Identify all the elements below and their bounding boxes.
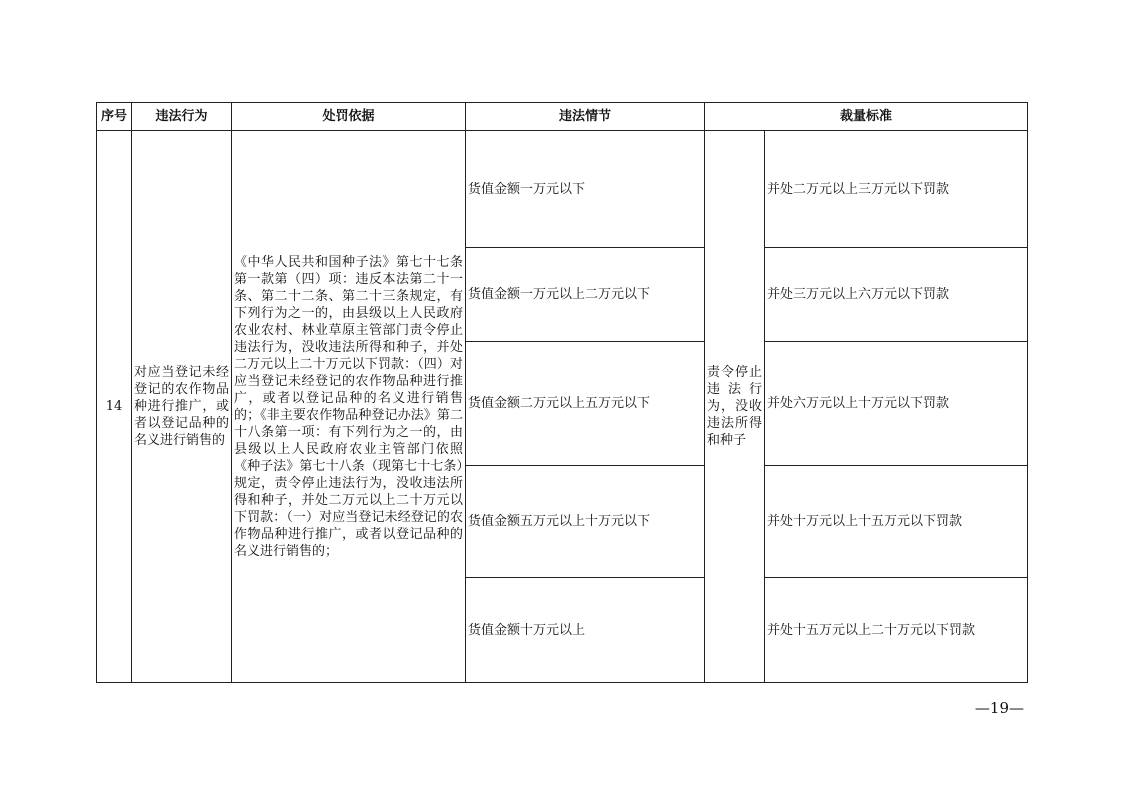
cell-measure: 责令停止违法行为，没收违法所得和种子 <box>705 131 765 683</box>
cell-standard-5: 并处十五万元以上二十万元以下罚款 <box>765 578 1028 683</box>
cell-violation: 对应当登记未经登记的农作物品种进行推广，或者以登记品种的名义进行销售的 <box>132 131 232 683</box>
table-row <box>97 131 1028 248</box>
header-act: 违法行为 <box>132 103 232 131</box>
header-basis: 处罚依据 <box>232 103 466 131</box>
cell-legal-basis: 《中华人民共和国种子法》第七十七条第一款第（四）项：违反本法第二十一条、第二十二条、第二十三条规定，有下列行为之一的，由县级以上人民政府农业农村、林业草原主管部门责令停止违法行为，没收违法所得和种子，并处二万元以上二十万元以下罚款：（四）对应当登记未经登记的农作物品种进行推广，或者以登记品种的名义进行销售的；《非主要农作物品种登记办法》第二十八条第一项：有下列行为之一的，由县级以上人民政府农业主管部门依照《种子法》第七十八条（现第七十七条）规定，责令停止违法行为，没收违法所得和种子，并处二万元以上二十万元以下罚款：（一）对应当登记未经登记的农作物品种进行推广，或者以登记品种的名义进行销售的； <box>232 131 466 683</box>
header-plot: 违法情节 <box>466 103 705 131</box>
header-standard: 裁量标准 <box>705 103 1028 131</box>
cell-seq: 14 <box>97 131 132 683</box>
cell-standard-4: 并处十万元以上十五万元以下罚款 <box>765 466 1028 578</box>
cell-plot-1: 货值金额一万元以下 <box>466 131 705 248</box>
table-header-row <box>97 103 1028 131</box>
cell-plot-4: 货值金额五万元以上十万元以下 <box>466 466 705 578</box>
cell-plot-5: 货值金额十万元以上 <box>466 578 705 683</box>
cell-plot-3: 货值金额二万元以上五万元以下 <box>466 342 705 466</box>
cell-standard-2: 并处三万元以上六万元以下罚款 <box>765 248 1028 342</box>
cell-standard-3: 并处六万元以上十万元以下罚款 <box>765 342 1028 466</box>
penalty-discretion-table <box>96 102 1028 683</box>
header-seq: 序号 <box>97 103 132 131</box>
cell-standard-1: 并处二万元以上三万元以下罚款 <box>765 131 1028 248</box>
cell-plot-2: 货值金额一万元以上二万元以下 <box>466 248 705 342</box>
page-number: —19— <box>974 699 1024 717</box>
